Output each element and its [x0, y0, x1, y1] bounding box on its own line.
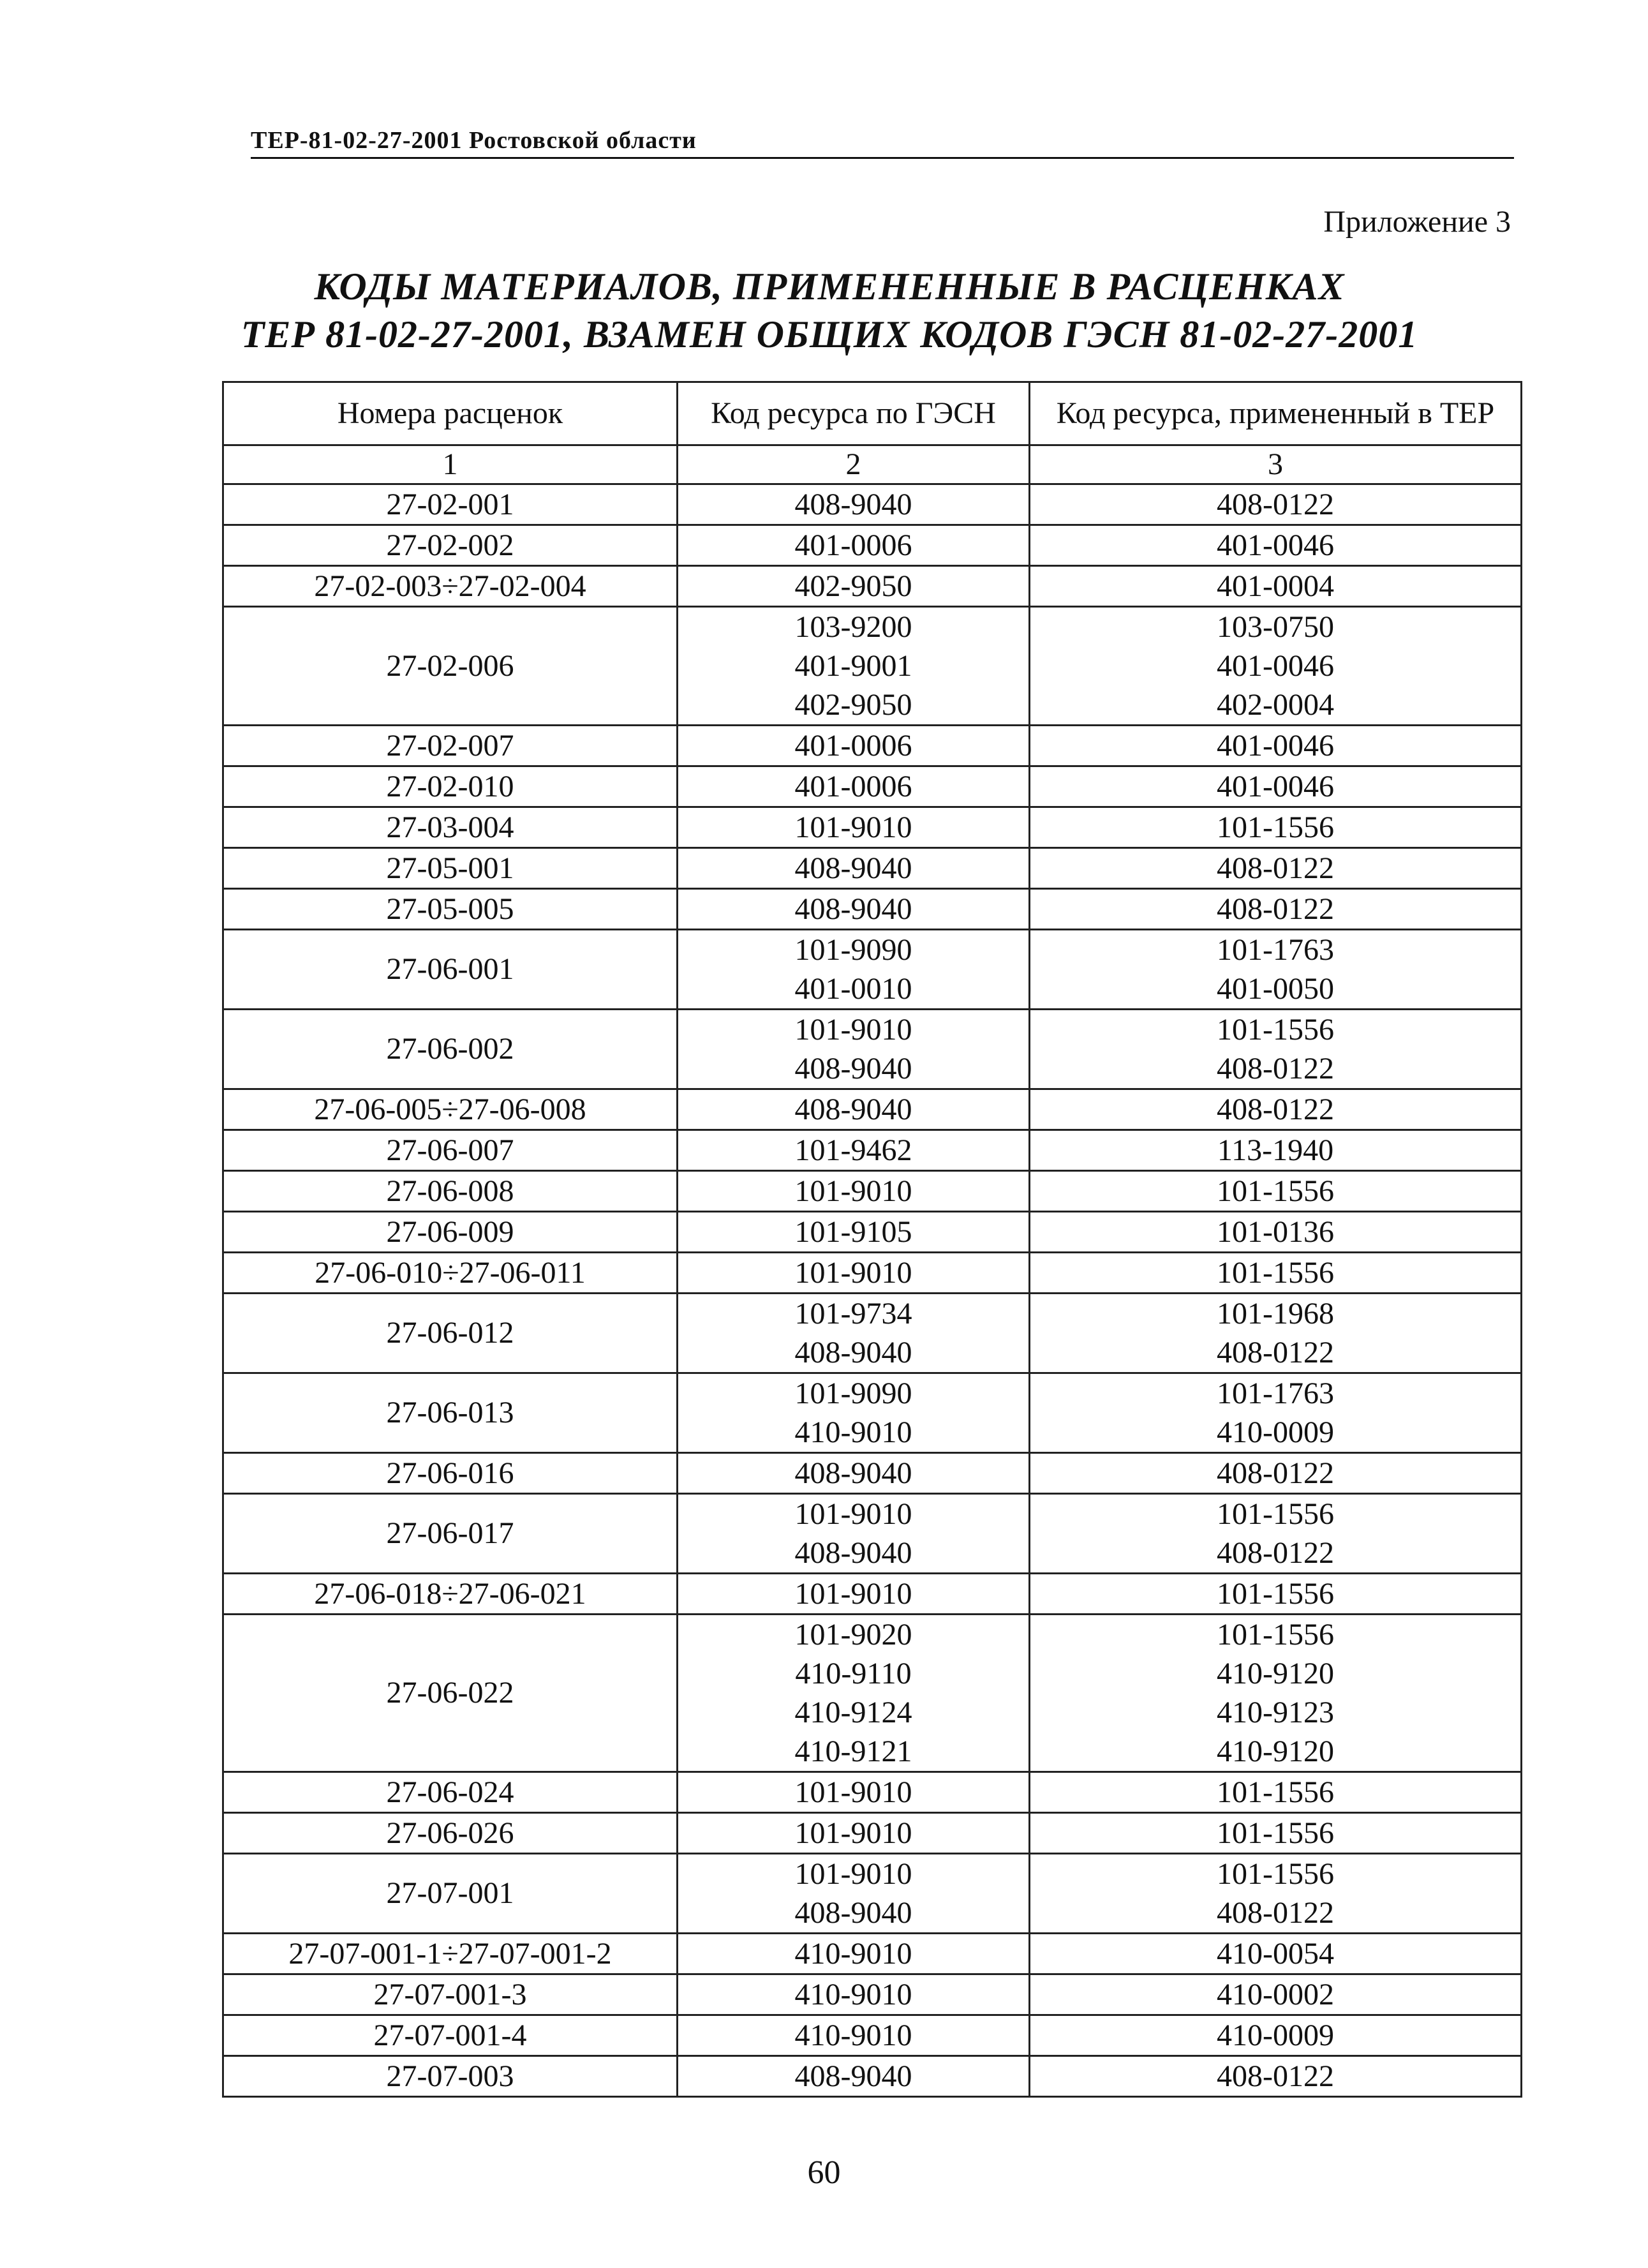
ter-code: 103-0750 — [1217, 610, 1334, 644]
rate-number-cell: 27-02-003÷27-02-004 — [223, 566, 678, 607]
ter-code-cell — [1030, 1010, 1522, 1089]
gesn-code-cell — [678, 525, 1030, 566]
rate-number-cell: 27-07-001-1÷27-07-001-2 — [223, 1934, 678, 1974]
gesn-code: 101-9090 — [794, 933, 912, 967]
ter-code: 113-1940 — [1217, 1133, 1334, 1167]
ter-code: 410-0054 — [1217, 1937, 1334, 1971]
gesn-code-cell — [678, 1171, 1030, 1212]
rate-number-cell: 27-06-009 — [223, 1212, 678, 1253]
ter-code-cell — [1030, 1453, 1522, 1494]
ter-code-cell — [1030, 2015, 1522, 2056]
gesn-code: 401-0006 — [794, 528, 912, 562]
ter-code: 410-9123 — [1217, 1696, 1334, 1729]
table-row — [223, 1494, 1522, 1574]
rate-number-cell: 27-06-008 — [223, 1171, 678, 1212]
gesn-code: 401-0010 — [794, 972, 912, 1006]
gesn-code-cell — [678, 807, 1030, 848]
gesn-code-cell — [678, 889, 1030, 930]
rate-number-cell: 27-07-001-4 — [223, 2015, 678, 2056]
ter-code: 410-9120 — [1217, 1735, 1334, 1768]
ter-code-cell — [1030, 807, 1522, 848]
page-number: 60 — [807, 2154, 841, 2191]
gesn-code-cell — [678, 766, 1030, 807]
gesn-code-cell — [678, 1010, 1030, 1089]
table-row — [223, 1171, 1522, 1212]
table-row — [223, 1813, 1522, 1854]
column-number-row — [223, 445, 1522, 484]
gesn-code: 101-9010 — [794, 1857, 912, 1891]
rate-number-cell: 27-02-007 — [223, 726, 678, 766]
gesn-code: 101-9010 — [794, 1577, 912, 1611]
gesn-code: 408-9040 — [794, 1456, 912, 1490]
ter-code-cell — [1030, 1130, 1522, 1171]
gesn-code: 101-9010 — [794, 1174, 912, 1208]
gesn-code: 101-9090 — [794, 1376, 912, 1410]
ter-code: 101-1556 — [1217, 1618, 1334, 1652]
gesn-code: 401-0006 — [794, 770, 912, 803]
table-row — [223, 1010, 1522, 1089]
rate-number-cell: 27-07-001 — [223, 1854, 678, 1934]
gesn-code: 408-9040 — [794, 2059, 912, 2093]
ter-code: 101-1556 — [1217, 1816, 1334, 1850]
gesn-code-cell — [678, 1813, 1030, 1854]
column-header-rate-numbers: Номера расценок — [223, 382, 678, 445]
gesn-code: 401-0006 — [794, 729, 912, 763]
codes-table — [222, 381, 1522, 2098]
gesn-code-cell — [678, 848, 1030, 889]
table-row — [223, 607, 1522, 726]
table-row — [223, 930, 1522, 1010]
column-number: 2 — [678, 445, 1030, 484]
gesn-code: 101-9010 — [794, 1816, 912, 1850]
ter-code-cell — [1030, 1089, 1522, 1130]
gesn-code: 103-9200 — [794, 610, 912, 644]
ter-code: 101-1763 — [1217, 933, 1334, 967]
rate-number-cell: 27-07-003 — [223, 2056, 678, 2097]
ter-code: 408-0122 — [1217, 892, 1334, 926]
rate-number-cell: 27-06-010÷27-06-011 — [223, 1253, 678, 1294]
table-row — [223, 1772, 1522, 1813]
table-row — [223, 1373, 1522, 1453]
gesn-code-cell — [678, 1373, 1030, 1453]
ter-code: 101-1763 — [1217, 1376, 1334, 1410]
ter-code: 401-0050 — [1217, 972, 1334, 1006]
gesn-code-cell — [678, 1212, 1030, 1253]
ter-code: 410-9120 — [1217, 1657, 1334, 1690]
ter-code: 401-0046 — [1217, 649, 1334, 683]
ter-code: 101-1968 — [1217, 1297, 1334, 1331]
gesn-code-cell — [678, 1130, 1030, 1171]
table-row — [223, 566, 1522, 607]
table-row — [223, 1089, 1522, 1130]
gesn-code: 410-9010 — [794, 1937, 912, 1971]
table-row — [223, 1615, 1522, 1772]
table-row — [223, 1212, 1522, 1253]
rate-number-cell: 27-06-012 — [223, 1294, 678, 1373]
ter-code: 101-1556 — [1217, 1577, 1334, 1611]
table-row — [223, 1574, 1522, 1615]
gesn-code: 408-9040 — [794, 488, 912, 521]
ter-code: 402-0004 — [1217, 688, 1334, 722]
ter-code-cell — [1030, 1574, 1522, 1615]
ter-code: 101-1556 — [1217, 1857, 1334, 1891]
gesn-code-cell — [678, 566, 1030, 607]
gesn-code-cell — [678, 1453, 1030, 1494]
gesn-code: 408-9040 — [794, 1896, 912, 1930]
gesn-code: 402-9050 — [794, 688, 912, 722]
ter-code: 408-0122 — [1217, 1093, 1334, 1126]
gesn-code: 101-9020 — [794, 1618, 912, 1652]
table-header-row — [223, 382, 1522, 445]
rate-number-cell: 27-07-001-3 — [223, 1974, 678, 2015]
gesn-code-cell — [678, 1494, 1030, 1574]
ter-code: 408-0122 — [1217, 1536, 1334, 1570]
table-row — [223, 848, 1522, 889]
gesn-code-cell — [678, 484, 1030, 525]
rate-number-cell: 27-03-004 — [223, 807, 678, 848]
rate-number-cell: 27-05-005 — [223, 889, 678, 930]
ter-code: 410-0002 — [1217, 1978, 1334, 2011]
rate-number-cell: 27-02-001 — [223, 484, 678, 525]
ter-code: 101-1556 — [1217, 1256, 1334, 1290]
table-row — [223, 2056, 1522, 2097]
gesn-code: 408-9040 — [794, 892, 912, 926]
ter-code: 408-0122 — [1217, 1456, 1334, 1490]
rate-number-cell: 27-02-002 — [223, 525, 678, 566]
ter-code: 401-0004 — [1217, 569, 1334, 603]
ter-code: 101-1556 — [1217, 1497, 1334, 1531]
ter-code-cell — [1030, 484, 1522, 525]
gesn-code-cell — [678, 1772, 1030, 1813]
ter-code-cell — [1030, 2056, 1522, 2097]
gesn-code-cell — [678, 1089, 1030, 1130]
table-row — [223, 1453, 1522, 1494]
gesn-code-cell — [678, 607, 1030, 726]
ter-code-cell — [1030, 1373, 1522, 1453]
document-title-line-1: КОДЫ МАТЕРИАЛОВ, ПРИМЕНЕННЫЕ В РАСЦЕНКАХ — [314, 265, 1345, 308]
gesn-code: 101-9010 — [794, 1497, 912, 1531]
ter-code-cell — [1030, 1772, 1522, 1813]
gesn-code-cell — [678, 1615, 1030, 1772]
table-row — [223, 484, 1522, 525]
gesn-code-cell — [678, 2015, 1030, 2056]
column-header-gesn-code: Код ресурса по ГЭСН — [678, 382, 1030, 445]
ter-code-cell — [1030, 1494, 1522, 1574]
column-header-ter-code: Код ресурса, примененный в ТЕР — [1030, 382, 1522, 445]
ter-code: 408-0122 — [1217, 851, 1334, 885]
rate-number-cell: 27-06-022 — [223, 1615, 678, 1772]
ter-code: 401-0046 — [1217, 729, 1334, 763]
ter-code-cell — [1030, 848, 1522, 889]
ter-code: 410-0009 — [1217, 1415, 1334, 1449]
ter-code-cell — [1030, 1171, 1522, 1212]
table-row — [223, 1934, 1522, 1974]
gesn-code-cell — [678, 2056, 1030, 2097]
gesn-code: 410-9010 — [794, 2018, 912, 2052]
column-number: 1 — [223, 445, 678, 484]
gesn-code: 402-9050 — [794, 569, 912, 603]
ter-code: 101-1556 — [1217, 1013, 1334, 1047]
ter-code-cell — [1030, 726, 1522, 766]
ter-code: 408-0122 — [1217, 1896, 1334, 1930]
gesn-code: 410-9010 — [794, 1978, 912, 2011]
table-row — [223, 766, 1522, 807]
rate-number-cell: 27-06-013 — [223, 1373, 678, 1453]
rate-number-cell: 27-05-001 — [223, 848, 678, 889]
ter-code-cell — [1030, 1212, 1522, 1253]
gesn-code: 101-9462 — [794, 1133, 912, 1167]
gesn-code: 101-9010 — [794, 810, 912, 844]
ter-code: 408-0122 — [1217, 1052, 1334, 1086]
ter-code: 408-0122 — [1217, 2059, 1334, 2093]
gesn-code: 408-9040 — [794, 1052, 912, 1086]
gesn-code-cell — [678, 1294, 1030, 1373]
ter-code-cell — [1030, 1974, 1522, 2015]
rate-number-cell: 27-02-006 — [223, 607, 678, 726]
rate-number-cell: 27-06-005÷27-06-008 — [223, 1089, 678, 1130]
gesn-code: 101-9010 — [794, 1775, 912, 1809]
ter-code: 101-1556 — [1217, 1775, 1334, 1809]
table-row — [223, 2015, 1522, 2056]
gesn-code-cell — [678, 930, 1030, 1010]
gesn-code: 408-9040 — [794, 1093, 912, 1126]
rate-number-cell: 27-06-026 — [223, 1813, 678, 1854]
gesn-code-cell — [678, 726, 1030, 766]
ter-code-cell — [1030, 1615, 1522, 1772]
column-number: 3 — [1030, 445, 1522, 484]
table-row — [223, 807, 1522, 848]
ter-code: 408-0122 — [1217, 488, 1334, 521]
ter-code: 101-1556 — [1217, 1174, 1334, 1208]
table-row — [223, 1130, 1522, 1171]
table-row — [223, 726, 1522, 766]
gesn-code: 401-9001 — [794, 649, 912, 683]
ter-code: 401-0046 — [1217, 770, 1334, 803]
gesn-code: 410-9110 — [795, 1657, 912, 1690]
ter-code: 410-0009 — [1217, 2018, 1334, 2052]
table-row — [223, 525, 1522, 566]
table-row — [223, 1854, 1522, 1934]
ter-code: 101-0136 — [1217, 1215, 1334, 1249]
ter-code-cell — [1030, 1854, 1522, 1934]
ter-code-cell — [1030, 1253, 1522, 1294]
ter-code-cell — [1030, 1813, 1522, 1854]
gesn-code: 101-9010 — [794, 1013, 912, 1047]
gesn-code-cell — [678, 1574, 1030, 1615]
ter-code-cell — [1030, 930, 1522, 1010]
gesn-code: 410-9124 — [794, 1696, 912, 1729]
table-row — [223, 1294, 1522, 1373]
table-row — [223, 1974, 1522, 2015]
gesn-code-cell — [678, 1934, 1030, 1974]
ter-code: 101-1556 — [1217, 810, 1334, 844]
gesn-code: 408-9040 — [794, 1536, 912, 1570]
rate-number-cell: 27-06-001 — [223, 930, 678, 1010]
codes-table-body — [223, 382, 1522, 2097]
ter-code-cell — [1030, 889, 1522, 930]
rate-number-cell: 27-06-016 — [223, 1453, 678, 1494]
ter-code-cell — [1030, 1934, 1522, 1974]
rate-number-cell: 27-06-002 — [223, 1010, 678, 1089]
ter-code-cell — [1030, 1294, 1522, 1373]
gesn-code: 410-9121 — [794, 1735, 912, 1768]
gesn-code: 101-9734 — [794, 1297, 912, 1331]
appendix-label: Приложение 3 — [1323, 205, 1511, 239]
document-title-line-2: ТЕР 81-02-27-2001, ВЗАМЕН ОБЩИХ КОДОВ ГЭСН 81-02-27-2001 — [241, 313, 1418, 355]
rate-number-cell: 27-06-018÷27-06-021 — [223, 1574, 678, 1615]
ter-code-cell — [1030, 525, 1522, 566]
gesn-code: 101-9105 — [794, 1215, 912, 1249]
table-row — [223, 889, 1522, 930]
ter-code: 401-0046 — [1217, 528, 1334, 562]
gesn-code-cell — [678, 1854, 1030, 1934]
gesn-code: 101-9010 — [794, 1256, 912, 1290]
rate-number-cell: 27-06-024 — [223, 1772, 678, 1813]
rate-number-cell: 27-06-007 — [223, 1130, 678, 1171]
rate-number-cell: 27-02-010 — [223, 766, 678, 807]
ter-code-cell — [1030, 566, 1522, 607]
gesn-code-cell — [678, 1974, 1030, 2015]
document-header: ТЕР-81-02-27-2001 Ростовской области — [251, 126, 1514, 159]
ter-code-cell — [1030, 766, 1522, 807]
ter-code-cell — [1030, 607, 1522, 726]
table-row — [223, 1253, 1522, 1294]
rate-number-cell: 27-06-017 — [223, 1494, 678, 1574]
gesn-code: 408-9040 — [794, 851, 912, 885]
gesn-code: 410-9010 — [794, 1415, 912, 1449]
ter-code: 408-0122 — [1217, 1336, 1334, 1369]
gesn-code: 408-9040 — [794, 1336, 912, 1369]
gesn-code-cell — [678, 1253, 1030, 1294]
